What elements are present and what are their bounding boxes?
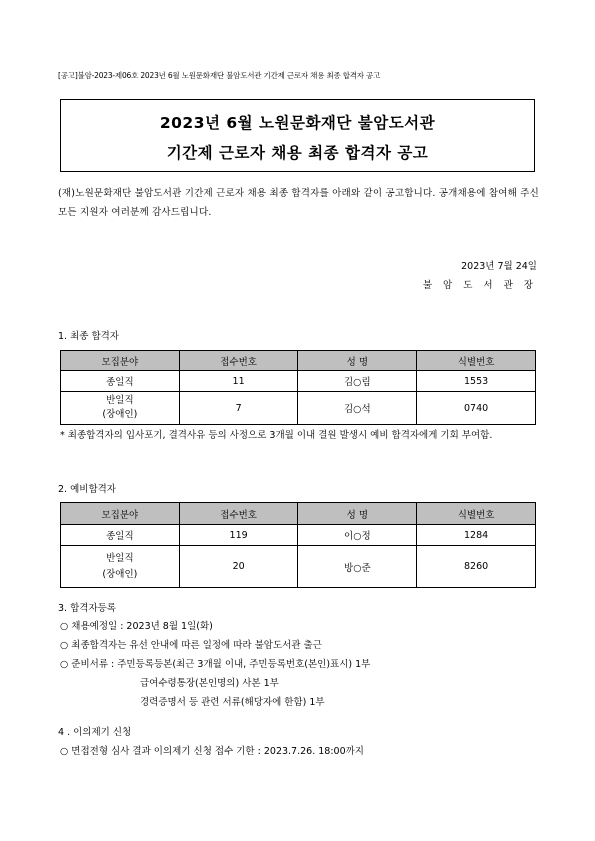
field-line-sub: (장애인)	[102, 409, 138, 420]
field-cell: 종일직	[61, 371, 180, 392]
field-cell	[61, 392, 180, 425]
table-header-row	[61, 351, 536, 371]
table-row	[61, 371, 536, 392]
name-cell: 김○석	[298, 392, 417, 425]
name-cell: 이○정	[298, 525, 417, 546]
receipt-number-cell: 20	[179, 546, 298, 588]
section-2-heading: 2. 예비합격자	[58, 484, 116, 495]
list-item: ○ 면접전형 심사 결과 이의제기 신청 접수 기한 : 2023.7.26. 18:00까지	[60, 746, 364, 757]
column-header: 모집분야	[61, 503, 180, 525]
column-header: 식별번호	[417, 351, 536, 371]
final-passers-table	[60, 350, 536, 425]
column-header: 접수번호	[179, 503, 298, 525]
column-header: 모집분야	[61, 351, 180, 371]
title-box	[60, 99, 535, 172]
field-line-sub: (장애인)	[102, 568, 138, 580]
id-number-cell: 8260	[417, 546, 536, 588]
list-item: ○ 채용예정일 : 2023년 8월 1일(화)	[60, 621, 213, 632]
field-cell	[61, 546, 180, 588]
receipt-number-cell: 119	[179, 525, 298, 546]
issuing-organization: 불 암 도 서 관 장	[422, 280, 537, 291]
title-line-1: 2023년 6월 노원문화재단 불암도서관	[159, 114, 436, 132]
table-row	[61, 392, 536, 425]
id-number-cell: 0740	[417, 392, 536, 425]
column-header: 성 명	[298, 503, 417, 525]
section-1-heading: 1. 최종 합격자	[58, 331, 119, 342]
title-line-2: 기간제 근로자 채용 최종 합격자 공고	[166, 144, 429, 162]
list-item: ○ 최종합격자는 유선 안내에 따른 일정에 따라 불암도서관 출근	[60, 640, 322, 651]
announcement-date: 2023년 7월 24일	[461, 261, 537, 272]
id-number-cell: 1284	[417, 525, 536, 546]
table-header-row	[61, 503, 536, 525]
intro-paragraph: (재)노원문화재단 불암도서관 기간제 근로자 채용 최종 합격자를 아래와 같이 공고합니다. 공개채용에 참여해 주신 모든 지원자 여러분께 감사드립니다.	[58, 188, 540, 218]
list-item-continuation: 급여수령통장(본인명의) 사본 1부	[140, 678, 279, 689]
column-header: 성 명	[298, 351, 417, 371]
table-row	[61, 525, 536, 546]
table-row	[61, 546, 536, 588]
section-4-heading: 4 . 이의제기 신청	[58, 727, 132, 738]
document-reference-line: [공고]불암-2023-제06호 2023년 6월 노원문화재단 불암도서관 기간제 근로자 채용 최종 합격자 공고	[58, 71, 381, 80]
list-item-continuation: 경력증명서 등 관련 서류(해당자에 한함) 1부	[140, 697, 325, 708]
column-header: 접수번호	[179, 351, 298, 371]
list-item: ○ 준비서류 : 주민등록등본(최근 3개월 이내, 주민등록번호(본인)표시) 1부	[60, 659, 371, 670]
receipt-number-cell: 7	[179, 392, 298, 425]
section-3-heading: 3. 합격자등록	[58, 603, 116, 614]
name-cell: 김○림	[298, 371, 417, 392]
id-number-cell: 1553	[417, 371, 536, 392]
receipt-number-cell: 11	[179, 371, 298, 392]
field-line: 반일직	[106, 395, 134, 406]
field-cell: 종일직	[61, 525, 180, 546]
column-header: 식별번호	[417, 503, 536, 525]
field-line: 반일직	[106, 552, 134, 564]
replacement-note: * 최종합격자의 입사포기, 결격사유 등의 사정으로 3개월 이내 결원 발생시 예비 합격자에게 기회 부여함.	[60, 430, 493, 441]
reserve-passers-table	[60, 502, 536, 588]
name-cell: 방○준	[298, 546, 417, 588]
